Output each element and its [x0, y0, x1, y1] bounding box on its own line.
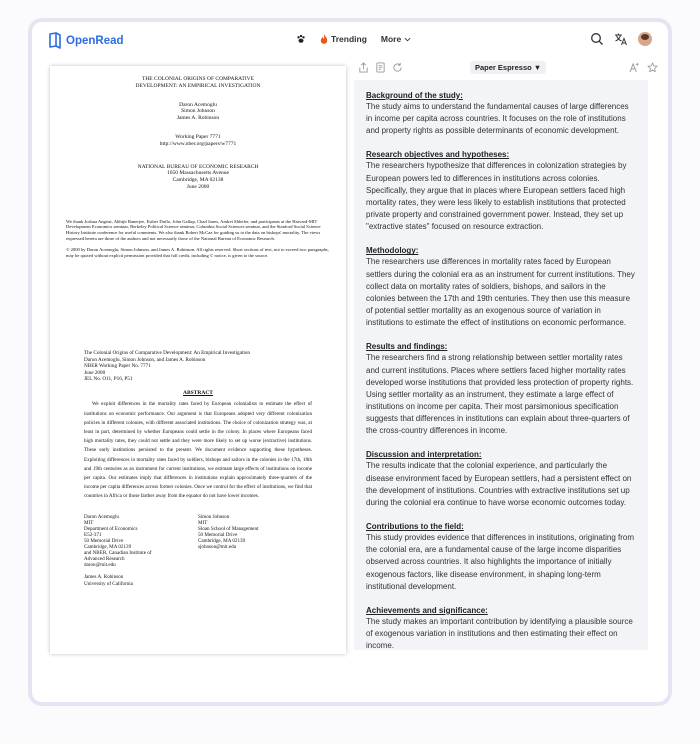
summary-section — [366, 90, 636, 137]
pdf-author: Daron Acemoglu — [179, 101, 217, 108]
section-body: The results indicate that the colonial experience, and particularly the disease environment faced by European settlers, had a persistent effect on the development of institutions. Countries with extractive institutions set up during the colonial era continue to have worse economic outcomes today. — [366, 461, 632, 507]
pdf-bureau-line: 1050 Massachusetts Avenue — [167, 170, 229, 177]
pdf-abstract-title: ABSTRACT — [183, 390, 213, 397]
search-icon[interactable] — [590, 32, 604, 46]
address-line: and NBER, Canadian Institute of — [84, 550, 152, 557]
pdf-title-line: THE COLONIAL ORIGINS OF COMPARATIVE — [141, 76, 255, 82]
section-title: Results and findings: — [366, 342, 448, 352]
star-icon[interactable] — [647, 62, 658, 73]
address-line: MIT — [84, 519, 94, 526]
pdf-bureau — [50, 164, 346, 191]
section-title: Methodology: — [366, 246, 419, 256]
summary-actions — [358, 62, 403, 73]
pdf-author-addresses — [50, 514, 346, 569]
section-body: The researchers hypothesize that differences in colonization strategies by European powers led to differences in institutions across colonies. Specifically, they argue that in places where European settlers faced high mortality rates, they were less likely to establish institutions that protected private property and constrained government power. Instead, they set up "extractive states" focused on resource extraction. — [366, 161, 627, 232]
note-icon[interactable] — [375, 62, 386, 73]
summary-section — [366, 521, 636, 593]
summary-section — [366, 245, 636, 329]
pdf-viewer-page — [50, 66, 346, 654]
openread-logo-icon — [48, 32, 62, 49]
address-line: MIT — [198, 519, 208, 526]
top-navbar — [32, 22, 668, 62]
refresh-icon[interactable] — [392, 62, 403, 73]
section-title: Achievements and significance: — [366, 605, 488, 615]
avatar[interactable] — [638, 32, 652, 46]
summary-tools-right — [629, 62, 658, 73]
pdf-author-left — [84, 514, 198, 569]
address-line: E52-371 — [84, 531, 102, 538]
main-nav — [296, 34, 411, 44]
pdf-bureau-line: Cambridge, MA 02138 — [172, 177, 224, 184]
pdf-meta-line: The Colonial Origins of Comparative Development: An Empirical Investigation — [84, 350, 250, 357]
pdf-title-line: DEVELOPMENT: AN EMPIRICAL INVESTIGATION — [135, 82, 261, 89]
pdf-abstract: We exploit differences in the mortality rates faced by European colonialists to estimate the effect of institutions on economic performance. Our argument is that Europeans adopted very different colonization policies in different colonies, with different associated institutions. The choice of colonization strategy was, at least in part, determined by whether Europeans could settle in the colony. In places where Europeans faced high mortality rates, they could not settle and they were more likely to set up worse (extractive) institutions. These early institutions persisted to the present. We document evidence supporting these hypotheses. Exploiting differences in mortality rates faced by soldiers, bishops and sailors in the colonies in the 17th, 18th and 19th centuries as an instrument for current institutions, we estimate large effects of institutions on income per capita. Our estimates imply that differences in institutions explain approximately three-quarters of the income per capita differences across former colonies. Once we control for the effect of institutions, we find that countries in Africa or those farther away from the equator do not have lower incomes. — [84, 401, 312, 500]
address-line: 50 Memorial Drive — [198, 531, 238, 538]
address-line: Simon Johnson — [198, 513, 230, 520]
address-line: Advanced Research — [84, 556, 125, 563]
section-body: This study provides evidence that differences in institutions, originating from the colonial era, are a fundamental cause of the large income disparities observed across countries. It also highlights the importance of initially exogenous factors, like disease environment, in shaping long-term institutional development. — [366, 533, 634, 591]
app-window — [32, 22, 668, 702]
model-select-label: Paper Espresso — [475, 63, 532, 72]
pdf-meta-line: JEL No. O11, P16, P51 — [84, 375, 133, 382]
pdf-working-paper-url: http://www.nber.org/papers/w7771 — [159, 140, 237, 147]
model-select[interactable] — [470, 61, 546, 74]
pdf-working-paper — [50, 134, 346, 148]
address-line: sjohnson@mit.edu — [198, 544, 237, 551]
summary-panel — [354, 80, 648, 650]
address-line: Cambridge, MA 02139 — [198, 537, 246, 544]
summary-toolbar — [358, 60, 658, 78]
pdf-working-paper-number: Working Paper 7771 — [175, 133, 221, 140]
pdf-bureau-line: NATIONAL BUREAU OF ECONOMIC RESEARCH — [137, 163, 259, 170]
section-body: The researchers find a strong relationship between settler mortality rates and current institutions. Places where settlers faced higher mortality rates developed worse institutions that provided less protection of property rights. Using settler mortality as an instrument, they estimate a large effect of institutions on income per capita. Their most parsimonious specification suggests that differences in institutions can explain about three-quarters of the cross-country differences in income. — [366, 353, 634, 436]
pdf-author: Simon Johnson — [181, 108, 215, 115]
pdf-author-extra — [50, 574, 346, 586]
section-body: The study makes an important contribution by identifying a plausible source of exogenous variation in institutions and then estimating their effect on income. — [366, 616, 633, 650]
address-line: 50 Memorial Drive — [84, 537, 124, 544]
section-body: The study aims to understand the fundamental causes of large differences in income per capita across countries. It focuses on the role of institutions and property rights as possible determinants of economic development. — [366, 102, 629, 136]
pdf-copyright: © 2000 by Daron Acemoglu, Simon Johnson, and James A. Robinson. All rights reserved. Short sections of text, not to exceed two paragraphs, may be quoted without explicit permission provided that full credit, including © notice, is given to the source. — [66, 247, 329, 258]
address-line: University of California — [84, 580, 133, 587]
pdf-authors — [50, 102, 346, 122]
pdf-meta-line: June 2000 — [84, 369, 106, 376]
share-icon[interactable] — [358, 62, 369, 73]
top-right-icons — [590, 32, 652, 46]
summary-section — [366, 449, 636, 509]
pdf-meta — [50, 350, 346, 382]
summary-section — [366, 149, 636, 233]
address-line: Cambridge, MA 02139 — [84, 544, 132, 551]
nav-more[interactable] — [381, 34, 411, 44]
pdf-acknowledgements: We thank Joshua Angrist, Abhijit Banerjee, Esther Duflo, John Gallup, Chad Jones, Andrei Shleifer, and participants at the Harvard-MIT Development Economics seminar, Berkeley Political Science seminar, Columbia Social Sciences seminar, and the Stanford Social Science History Institute conference for useful comments. We also thank Robert McCaa for guiding us to the data on bishops' mortality. The views expressed herein are those of the authors and not necessarily those of the National Bureau of Economic Research. — [66, 218, 321, 241]
address-line: daron@mit.edu — [84, 562, 116, 569]
address-line: Sloan School of Management — [198, 525, 259, 532]
logo-text: OpenRead — [66, 34, 124, 47]
pdf-title — [50, 76, 346, 90]
summary-section — [366, 341, 636, 437]
pdf-author: James A. Robinson — [176, 115, 220, 122]
section-title: Contributions to the field: — [366, 522, 464, 532]
translate-icon[interactable] — [614, 32, 628, 46]
nav-more-label: More — [380, 34, 402, 44]
section-body: The researchers use differences in mortality rates faced by European settlers during the colonial era as an instrument for current institutions. They collect data on mortality rates of soldiers, bishops, and sailors in the colonies between the 17th and 19th centuries. They then use this measure of potential settler mortality as an exogenous source of variation in institutions to estimate the effect of institutions on economic performance. — [366, 257, 635, 328]
pdf-meta-line: Daron Acemoglu, Simon Johnson, and James A. Robinson — [84, 356, 206, 363]
font-size-icon[interactable] — [629, 62, 640, 73]
logo[interactable] — [48, 32, 124, 49]
caret-down-icon: ▼ — [533, 63, 542, 72]
pdf-bureau-line: June 2000 — [186, 183, 210, 190]
address-line: James A. Robinson — [84, 574, 124, 581]
address-line: Daron Acemoglu — [84, 513, 119, 520]
section-title: Background of the study: — [366, 91, 463, 100]
section-title: Discussion and interpretation: — [366, 450, 482, 460]
nav-trending-label: Trending — [331, 34, 367, 44]
chevron-down-icon — [404, 36, 411, 43]
pdf-author-right — [198, 514, 312, 569]
fire-icon — [320, 34, 328, 44]
paw-icon[interactable] — [296, 34, 306, 44]
summary-section — [366, 605, 636, 650]
address-line: Department of Economics — [84, 525, 138, 532]
nav-trending[interactable] — [320, 34, 367, 44]
pdf-meta-line: NBER Working Paper No. 7771 — [84, 363, 151, 370]
section-title: Research objectives and hypotheses: — [366, 150, 510, 160]
